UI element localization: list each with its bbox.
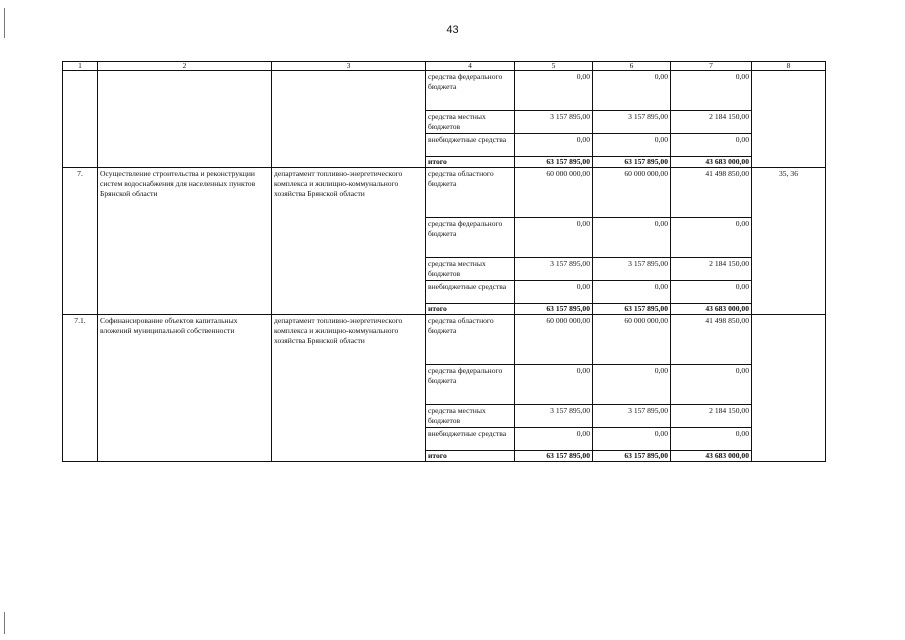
item-name: Софинансирование объектов капитальных вложений муниципальной собственности [98,314,272,461]
header-cell: 7 [671,62,752,71]
amount-cell: 3 157 895,00 [593,258,671,281]
funding-source: средства местных бюджетов [426,111,515,134]
amount-cell: 43 683 000,00 [671,304,752,315]
table-row [63,168,826,218]
funding-source: средства местных бюджетов [426,258,515,281]
amount-cell: 63 157 895,00 [593,157,671,168]
amount-cell: 0,00 [671,364,752,404]
item-name: Осуществление строительства и реконструкции систем водоснабжения для населенных пунктов Брянской области [98,168,272,315]
item-executor [272,71,426,168]
amount-cell: 0,00 [593,218,671,258]
amount-cell: 60 000 000,00 [593,314,671,364]
header-cell: 3 [272,62,426,71]
header-row [63,62,826,71]
item-reference [752,71,826,168]
amount-cell: 63 157 895,00 [593,450,671,461]
amount-cell: 0,00 [515,71,593,111]
amount-cell: 3 157 895,00 [515,258,593,281]
amount-cell: 41 498 850,00 [671,314,752,364]
funding-source: средства местных бюджетов [426,404,515,427]
amount-cell: 0,00 [515,218,593,258]
funding-source: итого [426,450,515,461]
table-row [63,71,826,111]
item-reference [752,314,826,461]
amount-cell: 63 157 895,00 [593,304,671,315]
header-cell: 4 [426,62,515,71]
amount-cell: 0,00 [593,364,671,404]
amount-cell: 0,00 [593,134,671,157]
header-cell: 1 [63,62,98,71]
header-cell: 5 [515,62,593,71]
amount-cell: 0,00 [671,218,752,258]
amount-cell: 0,00 [593,281,671,304]
amount-cell: 0,00 [515,427,593,450]
header-cell: 2 [98,62,272,71]
funding-source: средства областного бюджета [426,168,515,218]
amount-cell: 2 184 150,00 [671,258,752,281]
amount-cell: 0,00 [515,281,593,304]
amount-cell: 0,00 [671,281,752,304]
amount-cell: 63 157 895,00 [515,304,593,315]
amount-cell: 3 157 895,00 [593,111,671,134]
item-executor: департамент топливно-энергетического комплекса и жилищно-коммунального хозяйства Брянской области [272,168,426,315]
amount-cell: 0,00 [671,134,752,157]
amount-cell: 2 184 150,00 [671,404,752,427]
funding-source: средства федерального бюджета [426,71,515,111]
header-cell: 6 [593,62,671,71]
page-number: 43 [446,24,459,36]
amount-cell: 60 000 000,00 [593,168,671,218]
funding-source: итого [426,157,515,168]
amount-cell: 41 498 850,00 [671,168,752,218]
amount-cell: 60 000 000,00 [515,314,593,364]
item-executor: департамент топливно-энергетического комплекса и жилищно-коммунального хозяйства Брянской области [272,314,426,461]
amount-cell: 3 157 895,00 [593,404,671,427]
budget-table [62,61,826,462]
amount-cell: 0,00 [593,427,671,450]
amount-cell: 3 157 895,00 [515,404,593,427]
item-number: 7.1. [63,314,98,461]
funding-source: средства областного бюджета [426,314,515,364]
amount-cell: 0,00 [671,71,752,111]
header-cell: 8 [752,62,826,71]
item-name [98,71,272,168]
funding-source: итого [426,304,515,315]
amount-cell: 60 000 000,00 [515,168,593,218]
funding-source: средства федерального бюджета [426,364,515,404]
amount-cell: 43 683 000,00 [671,450,752,461]
funding-source: внебюджетные средства [426,134,515,157]
item-number: 7. [63,168,98,315]
item-number [63,71,98,168]
amount-cell: 43 683 000,00 [671,157,752,168]
item-reference: 35, 36 [752,168,826,315]
funding-source: внебюджетные средства [426,427,515,450]
amount-cell: 63 157 895,00 [515,157,593,168]
funding-source: средства федерального бюджета [426,218,515,258]
funding-source: внебюджетные средства [426,281,515,304]
table-row [63,314,826,364]
amount-cell: 63 157 895,00 [515,450,593,461]
amount-cell: 0,00 [515,134,593,157]
amount-cell: 0,00 [671,427,752,450]
scan-mark [4,612,5,634]
amount-cell: 0,00 [593,71,671,111]
amount-cell: 3 157 895,00 [515,111,593,134]
amount-cell: 0,00 [515,364,593,404]
scan-mark [4,8,5,38]
amount-cell: 2 184 150,00 [671,111,752,134]
